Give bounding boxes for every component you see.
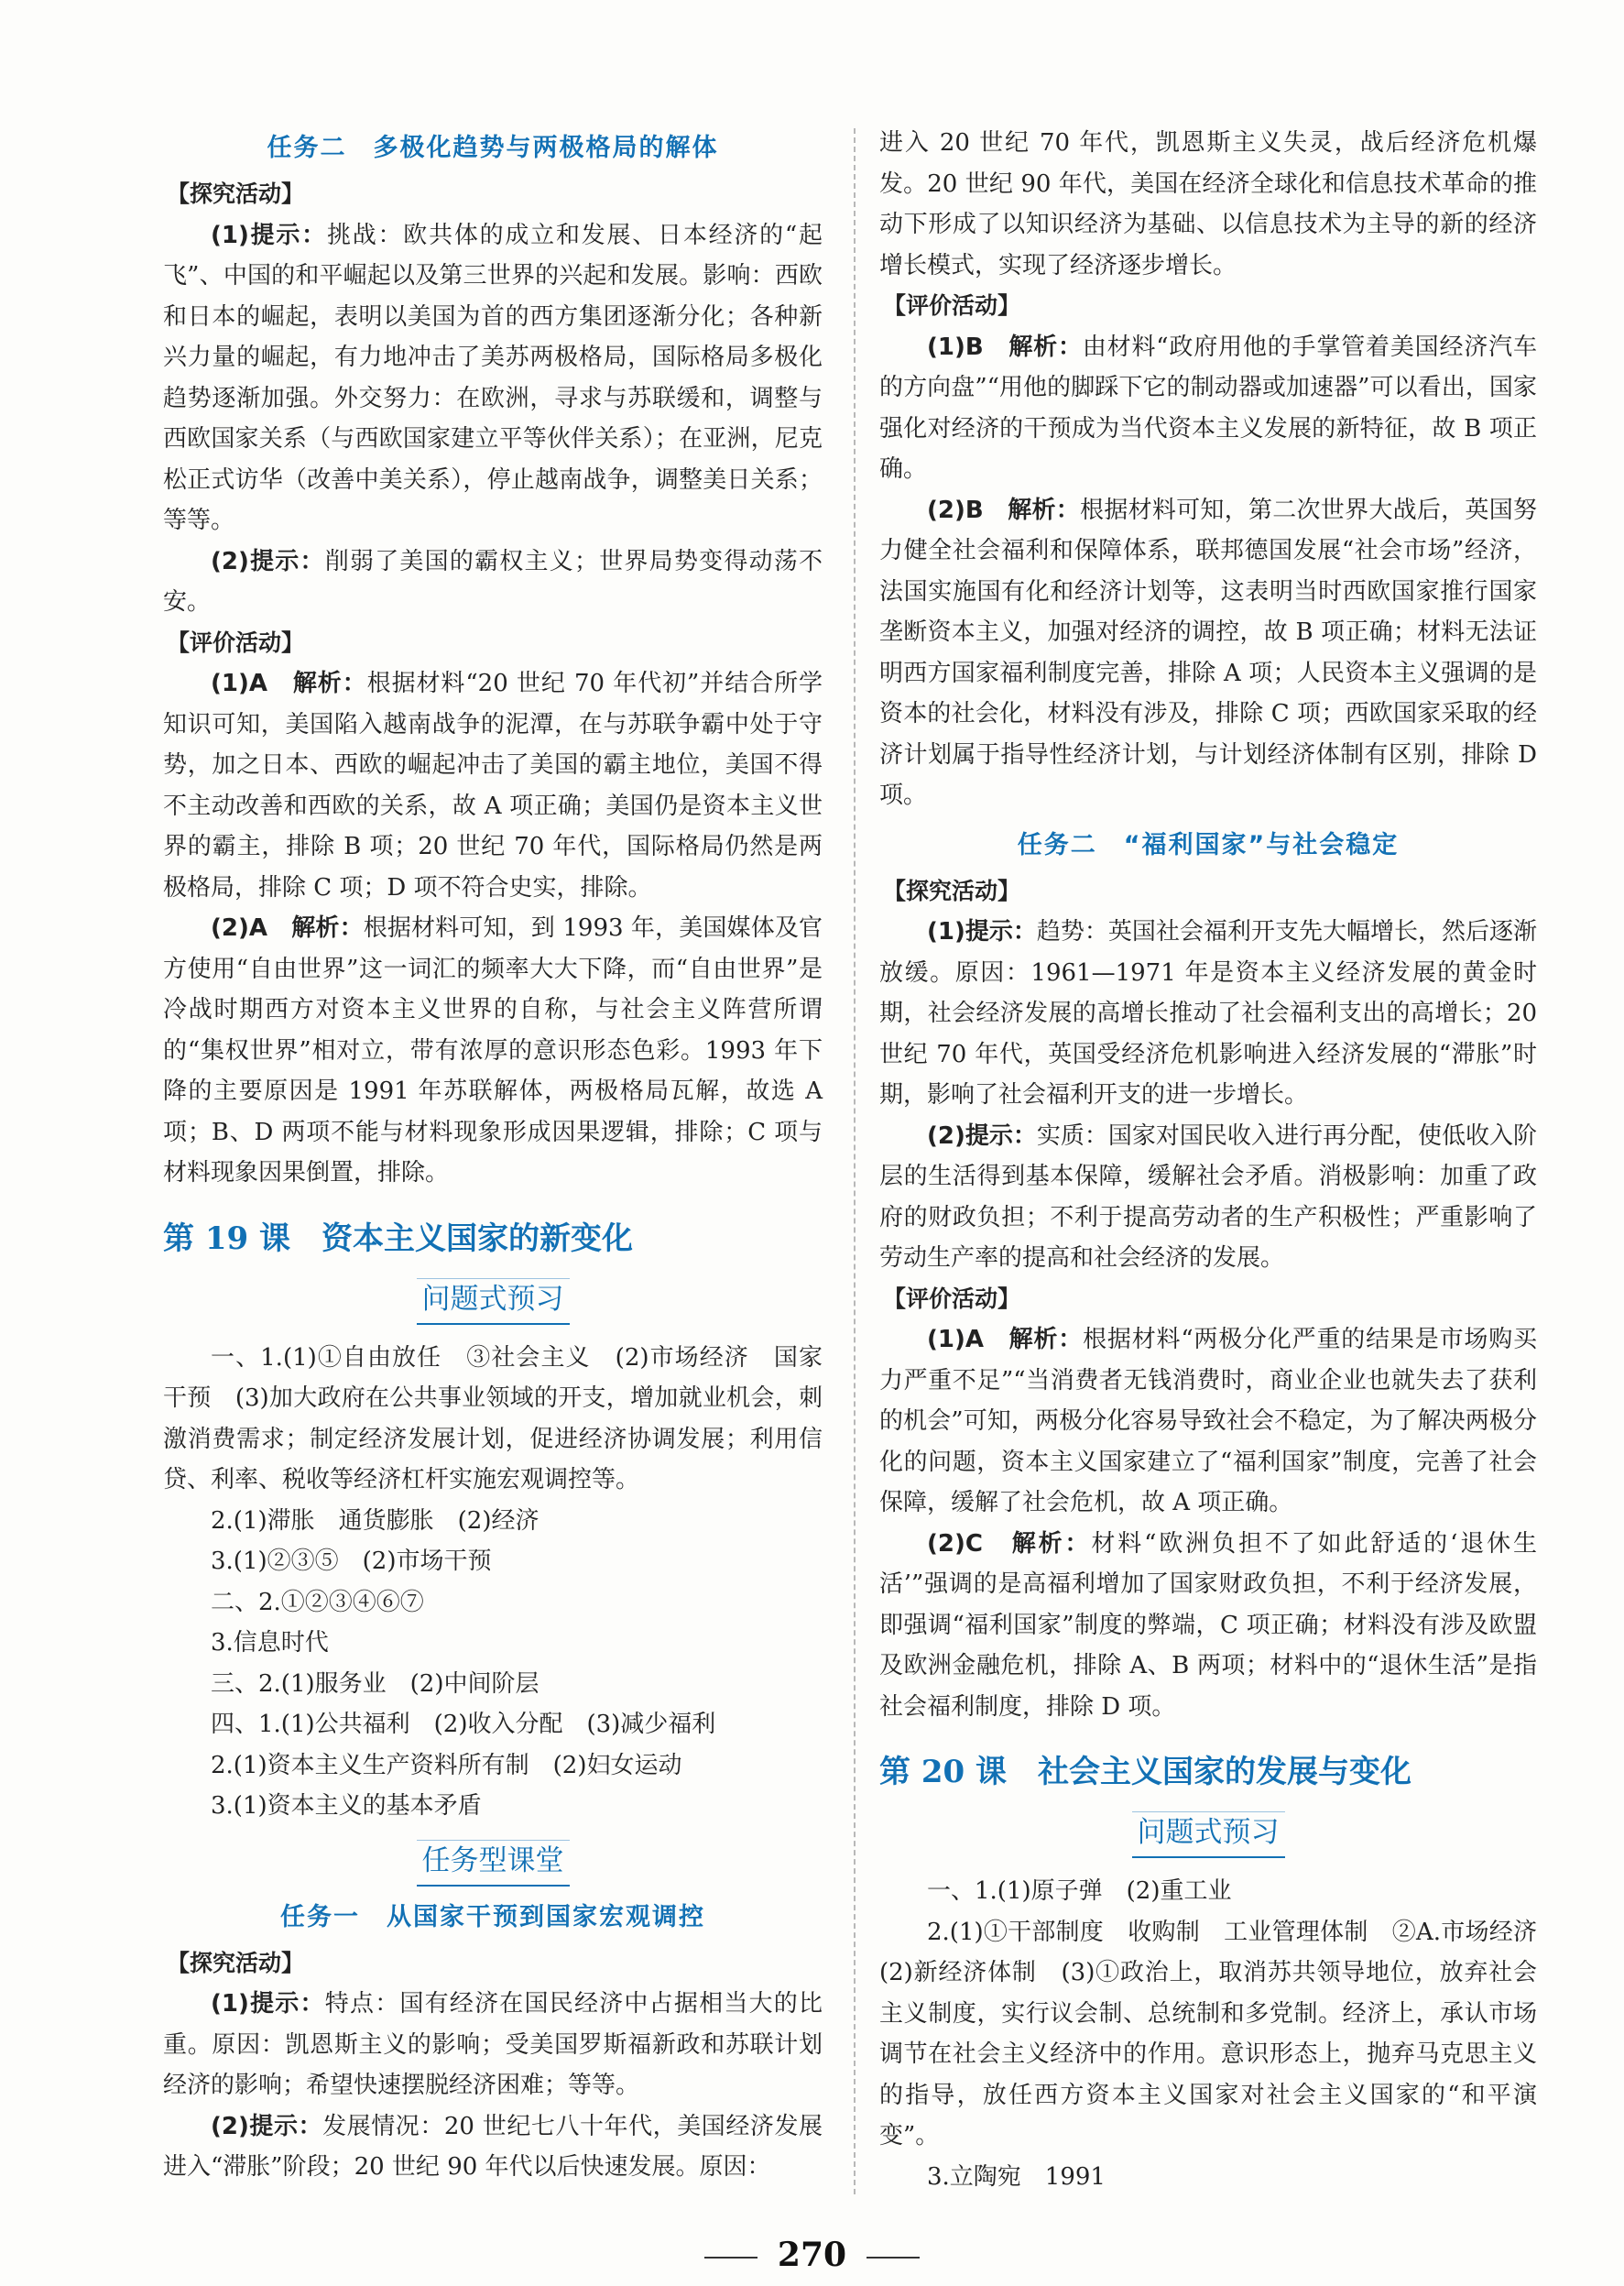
section-box <box>879 1811 1537 1858</box>
page-number-dash <box>866 2257 920 2259</box>
page-number-dash <box>704 2257 758 2259</box>
label: (1)提示： <box>211 221 327 249</box>
paragraph <box>163 908 823 1194</box>
task-title: 任务二 多极化趋势与两极格局的解体 <box>267 134 719 162</box>
page-number-text: 270 <box>777 2236 847 2274</box>
preview-line: 3.立陶宛 1991 <box>927 2162 1106 2191</box>
label: (1)A 解析： <box>211 670 367 697</box>
section-tag: 【评价活动】 <box>167 629 305 656</box>
section-box <box>163 1840 823 1887</box>
column-divider <box>854 128 856 2194</box>
text: 根据材料“20 世纪 70 年代初”并结合所学知识可知，美国陷入越南战争的泥潭，在与苏联争霸中处于守势，加之日本、西欧的崛起冲击了美国的霸主地位，美国不得不主动改善和西欧的关系，故 A 项正确；美国仍是资本主义世界的霸主，排除 B 项；20 世纪 70 年代，国际格局仍然是两极格局，排除 C 项；D 项不符合史实，排除。 <box>163 670 823 902</box>
paragraph <box>879 1524 1537 1728</box>
preview-line: 3.(1)②③⑤ (2)市场干预 <box>211 1548 492 1575</box>
label: (1)提示： <box>211 1990 325 2018</box>
preview-line: 2.(1)①干部制度 收购制 工业管理体制 ②A.市场经济 (2)新经济体制 (3)①政治上，取消苏共领导地位，放弃社会主义制度，实行议会制、总统制和多党制。经济上，承认市场调节在社会主义经济中的作用。意识形态上，抛弃马克思主义的指导，放任西方资本主义国家对社会主义国家的“和平演变”。 <box>879 1918 1562 2149</box>
section-box-label: 任务型课堂 <box>417 1840 570 1887</box>
lesson-title: 第 19 课 资本主义国家的新变化 <box>163 1220 633 1257</box>
page-number <box>0 2236 1624 2274</box>
text: 根据材料可知，到 1993 年，美国媒体及官方使用“自由世界”这一词汇的频率大大下降，而“自由世界”是冷战时期西方对资本主义世界的自称，与社会主义阵营所谓的“集权世界”相对立，带有浓厚的意识形态色彩。1993 年下降的主要原因是 1991 年苏联解体，两极格局瓦解，故选 A 项；B、D 两项不能与材料现象形成因果逻辑，排除；C 项与材料现象因果倒置，排除。 <box>163 914 823 1187</box>
preview-line: 一、1.(1)原子弹 (2)重工业 <box>927 1877 1232 1905</box>
label: (1)A 解析： <box>927 1326 1084 1353</box>
text: 实质：国家对国民收入进行再分配，使低收入阶层的生活得到基本保障，缓解社会矛盾。消极影响：加重了政府的财政负担；不利于提高劳动者的生产积极性；严重影响了劳动生产率的提高和社会经济的发展。 <box>879 1121 1537 1272</box>
text: 根据材料“两极分化严重的结果是市场购买力严重不足”“当消费者无钱消费时，商业企业也就失去了获利的机会”可知，两极分化容易导致社会不稳定，为了解决两极分化的问题，资本主义国家建立了“福利国家”制度，完善了社会保障，缓解了社会危机，故 A 项正确。 <box>879 1326 1538 1516</box>
paragraph <box>163 1984 823 2106</box>
preview-line: 一、1.(1)①自由放任 ③社会主义 (2)市场经济 国家干预 (3)加大政府在公共事业领域的开支，增加就业机会，刺激消费需求；制定经济发展计划，促进经济协调发展；利用信贷、利率、税收等经济杠杆实施宏观调控等。 <box>163 1343 823 1493</box>
paragraph <box>163 663 823 908</box>
right-column <box>879 123 1562 2197</box>
text: 由材料“政府用他的手掌管着美国经济汽车的方向盘”“用他的脚踩下它的制动器或加速器”可以看出，国家强化对经济的干预成为当代资本主义发展的新特征，故 B 项正确。 <box>879 333 1537 483</box>
section-tag: 【探究活动】 <box>883 877 1021 904</box>
label: (1)B 解析： <box>927 333 1083 361</box>
label: (2)A 解析： <box>211 914 364 942</box>
label: (2)提示： <box>211 547 325 575</box>
text: 根据材料可知，第二次世界大战后，英国努力健全社会福利和保障体系，联邦德国发展“社会市场”经济，法国实施国有化和经济计划等，这表明当时西欧国家推行国家垄断资本主义，加强对经济的调控，故 B 项正确；材料无法证明西方国家福利制度完善，排除 A 项；人民资本主义强调的是资本的社会化，材料没有涉及，排除 C 项；西欧国家采取的经济计划属于指导性经济计划，与计划经济体制有区别，排除 D 项。 <box>879 496 1537 809</box>
section-box-label: 问题式预习 <box>1132 1811 1285 1858</box>
label: (2)提示： <box>211 2112 323 2140</box>
preview-line: 三、2.(1)服务业 (2)中间阶层 <box>211 1669 540 1698</box>
preview-list <box>163 1338 823 1827</box>
section-tag: 【探究活动】 <box>167 1949 305 1976</box>
paragraph <box>879 327 1537 490</box>
preview-line: 2.(1)滞胀 通货膨胀 (2)经济 <box>211 1506 540 1535</box>
preview-line: 二、2.①②③④⑥⑦ <box>211 1588 424 1616</box>
task-title: 任务二 “福利国家”与社会稳定 <box>1017 830 1400 859</box>
preview-line: 3.信息时代 <box>211 1629 329 1657</box>
preview-line: 四、1.(1)公共福利 (2)收入分配 (3)减少福利 <box>211 1711 716 1738</box>
label: (1)提示： <box>927 918 1037 946</box>
label: (2)提示： <box>927 1121 1037 1150</box>
section-tag: 【探究活动】 <box>167 180 305 207</box>
text: 特点：国有经济在国民经济中占据相当大的比重。原因：凯恩斯主义的影响；受美国罗斯福新政和苏联计划经济的影响；希望快速摆脱经济困难；等等。 <box>163 1990 823 2099</box>
lesson-title: 第 20 课 社会主义国家的发展与变化 <box>879 1754 1411 1790</box>
label: (2)C 解析： <box>927 1529 1092 1558</box>
paragraph <box>879 490 1537 816</box>
text: 挑战：欧共体的成立和发展、日本经济的“起飞”、中国的和平崛起以及第三世界的兴起和发展。影响：西欧和日本的崛起，表明以美国为首的西方集团逐渐分化；各种新兴力量的崛起，有力地冲击了美苏两极格局，国际格局多极化趋势逐渐加强。外交努力：在欧洲，寻求与苏联缓和，调整与西欧国家关系（与西欧国家建立平等伙伴关系）；在亚洲，尼克松正式访华（改善中美关系），停止越南战争，调整美日关系；等等。 <box>163 221 823 534</box>
preview-line: 3.(1)资本主义的基本矛盾 <box>211 1792 482 1820</box>
paragraph: 进入 20 世纪 70 年代，凯恩斯主义失灵，战后经济危机爆发。20 世纪 90 年代，美国在经济全球化和信息技术革命的推动下形成了以知识经济为基础、以信息技术为主导的新的经济增长模式，实现了经济逐步增长。 <box>879 129 1537 279</box>
text: 材料“欧洲负担不了如此舒适的‘退休生活’”强调的是高福利增加了国家财政负担，不利于经济发展，即强调“福利国家”制度的弊端，C 项正确；材料没有涉及欧盟及欧洲金融危机，排除 A、B 两项；材料中的“退休生活”是指社会福利制度，排除 D 项。 <box>879 1529 1537 1721</box>
text: 发展情况：20 世纪七八十年代，美国经济发展进入“滞胀”阶段；20 世纪 90 年代以后快速发展。原因： <box>163 2112 823 2181</box>
left-column <box>163 119 823 2188</box>
section-tag: 【评价活动】 <box>883 1285 1021 1312</box>
paragraph <box>163 215 823 541</box>
section-box <box>163 1278 823 1325</box>
text: 削弱了美国的霸权主义；世界局势变得动荡不安。 <box>163 547 823 616</box>
section-tag: 【评价活动】 <box>883 292 1021 319</box>
paragraph <box>163 541 823 623</box>
preview-line: 2.(1)资本主义生产资料所有制 (2)妇女运动 <box>211 1751 682 1779</box>
task-title: 任务一 从国家干预到国家宏观调控 <box>280 1902 705 1931</box>
paragraph <box>879 1319 1537 1524</box>
section-box-label: 问题式预习 <box>417 1278 570 1325</box>
paragraph <box>879 1116 1537 1279</box>
paragraph <box>879 912 1537 1116</box>
label: (2)B 解析： <box>927 496 1081 524</box>
preview-list <box>879 1871 1562 2197</box>
text: 趋势：英国社会福利开支先大幅增长，然后逐渐放缓。原因：1961—1971 年是资本主义经济发展的黄金时期，社会经济发展的高增长推动了社会福利支出的高增长；20 世纪 70 年代，英国受经济危机影响进入经济发展的“滞胀”时期，影响了社会福利开支的进一步增长。 <box>879 918 1537 1109</box>
paragraph <box>163 2106 823 2188</box>
